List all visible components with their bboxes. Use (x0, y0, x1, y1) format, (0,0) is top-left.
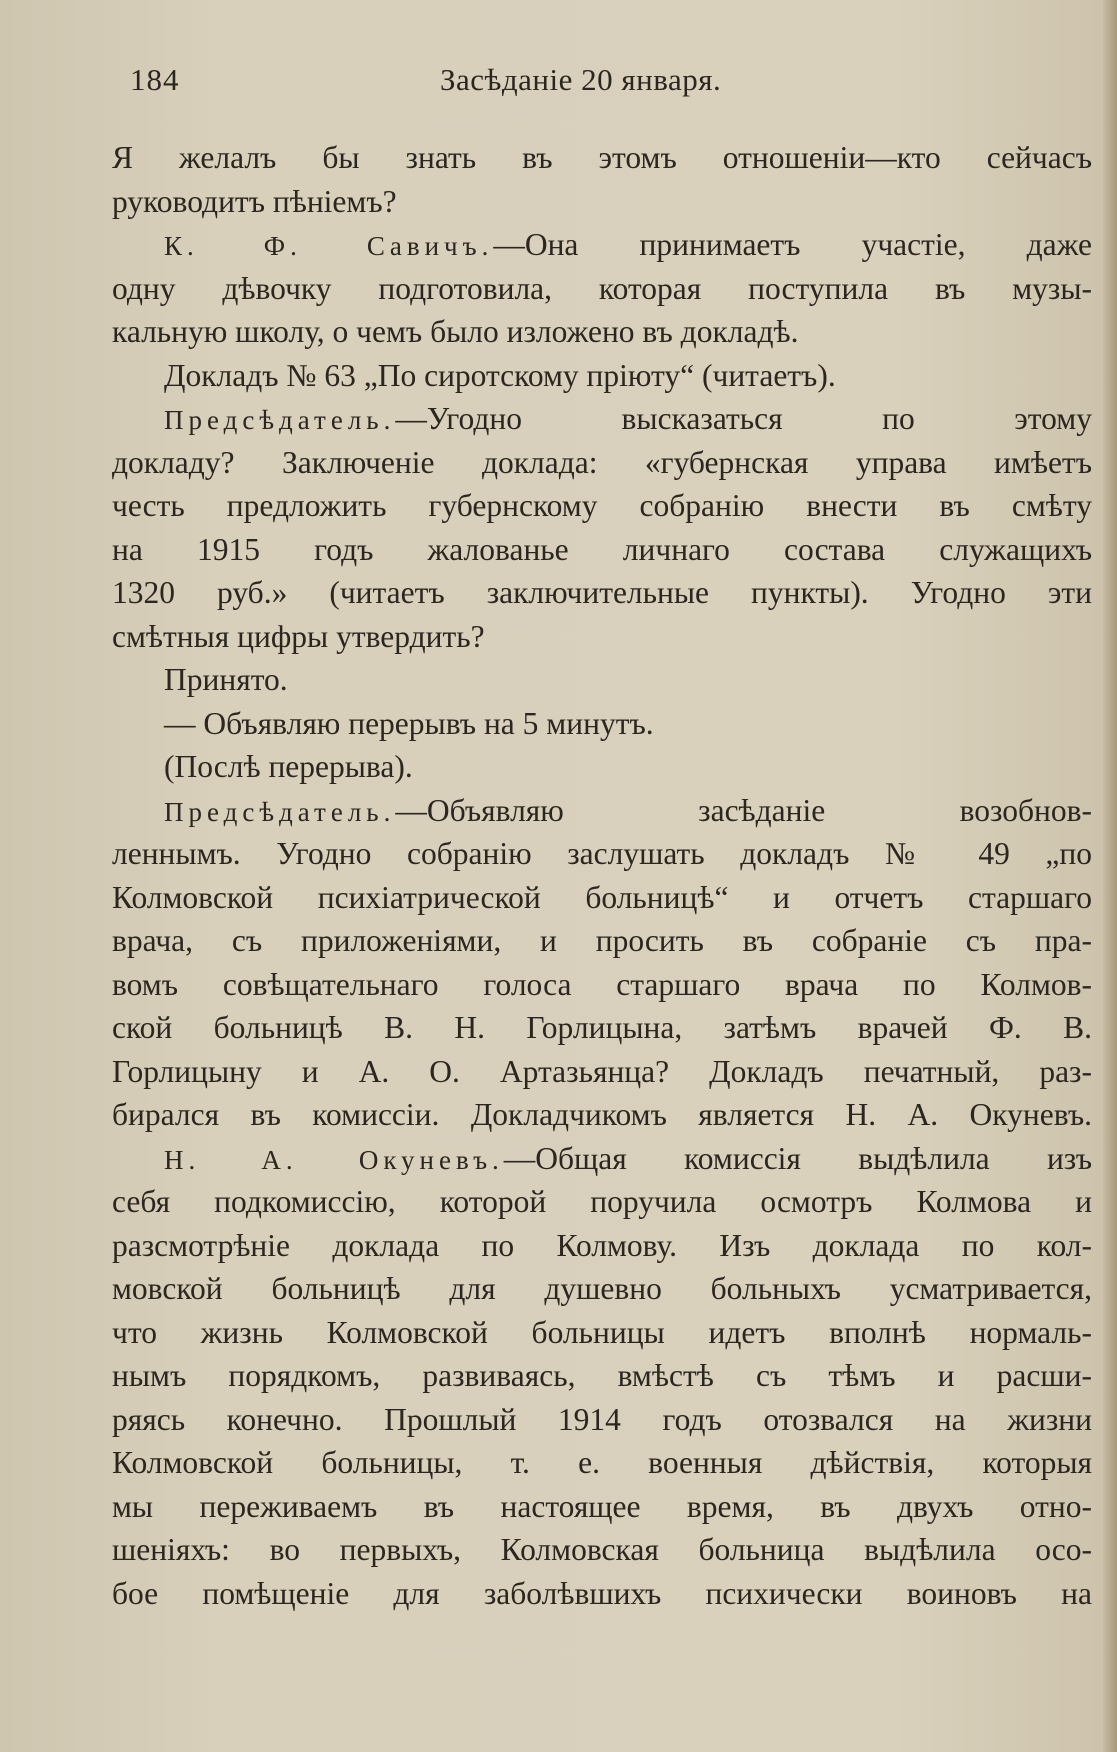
text-line (112, 658, 1092, 702)
line-text: 1320 руб.» (читаетъ заключительные пункты). Угодно эти (112, 575, 1092, 610)
line-text: мовской больницѣ для душевно больныхъ усматривается, (112, 1271, 1092, 1306)
text-line (112, 615, 1092, 659)
line-text: руководитъ пѣніемъ? (112, 183, 397, 219)
text-line (112, 180, 1092, 224)
speaker-name: К. Ф. Савичъ. (164, 231, 494, 261)
text-line (112, 789, 1092, 833)
line-text: Горлицыну и А. О. Артазьянца? Докладъ печатный, раз- (112, 1053, 1092, 1089)
text-line (112, 484, 1092, 528)
text-line (112, 1050, 1092, 1094)
page-header (130, 62, 1070, 102)
speaker-name: Н. А. Окуневъ. (164, 1144, 504, 1175)
text-line (112, 136, 1092, 180)
line-text: ряясь конечно. Прошлый 1914 годъ отозвался на жизни (112, 1401, 1092, 1437)
line-text: кальную школу, о чемъ было изложено въ докладѣ. (112, 314, 799, 349)
text-line (112, 310, 1092, 354)
line-text: Докладъ № 63 „По сиротскому пріюту“ (читаетъ). (164, 357, 836, 393)
text-line (112, 1528, 1092, 1572)
text-line (112, 1180, 1092, 1224)
text-line (112, 919, 1092, 963)
text-line (112, 528, 1092, 572)
page-number: 184 (130, 62, 180, 97)
text-line (112, 223, 1092, 267)
line-text: леннымъ. Угодно собранію заслушать докладъ № 49 „по (112, 836, 1092, 871)
text-line (112, 745, 1092, 789)
text-line (112, 1572, 1092, 1616)
body-text (112, 136, 1092, 1615)
line-text: одну дѣвочку подготовила, которая поступила въ музы- (112, 270, 1092, 306)
text-line (112, 1441, 1092, 1485)
line-text: —Общая комиссія выдѣлила изъ (503, 1140, 1092, 1176)
line-text: ской больницѣ В. Н. Горлицына, затѣмъ врачей Ф. В. (112, 1010, 1092, 1045)
text-line (112, 397, 1092, 441)
line-text: —Угодно высказаться по этому (395, 401, 1092, 436)
line-text: докладу? Заключеніе доклада: «губернская управа имѣетъ (112, 444, 1092, 480)
page-edge (1103, 0, 1117, 1752)
text-line (112, 571, 1092, 615)
line-text: разсмотрѣніе доклада по Колмову. Изъ доклада по кол- (112, 1227, 1092, 1263)
text-line (112, 441, 1092, 485)
line-text: Принято. (164, 662, 288, 697)
line-text: —Объявляю засѣданіе возобнов- (395, 792, 1092, 828)
text-line (112, 1485, 1092, 1529)
text-line (112, 354, 1092, 398)
line-text: Колмовской психіатрической больницѣ“ и отчетъ старшаго (112, 879, 1092, 915)
running-title: Засѣданіе 20 января. (440, 62, 722, 97)
text-line (112, 1311, 1092, 1355)
line-text: —Она принимаетъ участіе, даже (493, 227, 1092, 262)
text-line (112, 1093, 1092, 1137)
line-text: на 1915 годъ жалованье личнаго состава служащихъ (112, 531, 1092, 567)
text-line (112, 1224, 1092, 1268)
speaker-name: Предсѣдатель. (164, 796, 396, 827)
text-line (112, 963, 1092, 1007)
text-line (112, 832, 1092, 876)
line-text: — Объявляю перерывъ на 5 минутъ. (164, 705, 654, 741)
line-text: себя подкомиссію, которой поручила осмотръ Колмова и (112, 1184, 1092, 1219)
speaker-name: Предсѣдатель. (164, 405, 396, 435)
line-text: смѣтныя цифры утвердить? (112, 618, 485, 654)
line-text: врача, съ приложеніями, и просить въ собраніе съ пра- (112, 923, 1092, 958)
line-text: нымъ порядкомъ, развиваясь, вмѣстѣ съ тѣмъ и расши- (112, 1358, 1092, 1393)
line-text: Я желалъ бы знать въ этомъ отношеніи—кто сейчасъ (112, 140, 1092, 175)
line-text: бое помѣщеніе для заболѣвшихъ психически воиновъ на (112, 1575, 1092, 1611)
line-text: мы переживаемъ въ настоящее время, въ двухъ отно- (112, 1488, 1092, 1524)
line-text: вомъ совѣщательнаго голоса старшаго врача по Колмов- (112, 966, 1092, 1002)
text-line (112, 267, 1092, 311)
line-text: что жизнь Колмовской больницы идетъ вполнѣ нормаль- (112, 1314, 1092, 1350)
line-text: бирался въ комиссіи. Докладчикомъ является Н. А. Окуневъ. (112, 1097, 1092, 1132)
text-line (112, 1267, 1092, 1311)
line-text: честь предложить губернскому собранію внести въ смѣту (112, 488, 1092, 523)
text-line (112, 1398, 1092, 1442)
line-text: Колмовской больницы, т. е. военныя дѣйствія, которыя (112, 1445, 1092, 1480)
text-line (112, 702, 1092, 746)
line-text: (Послѣ перерыва). (164, 749, 413, 784)
line-text: шеніяхъ: во первыхъ, Колмовская больница выдѣлила осо- (112, 1532, 1092, 1567)
text-line (112, 876, 1092, 920)
text-line (112, 1006, 1092, 1050)
text-line (112, 1137, 1092, 1181)
text-line (112, 1354, 1092, 1398)
